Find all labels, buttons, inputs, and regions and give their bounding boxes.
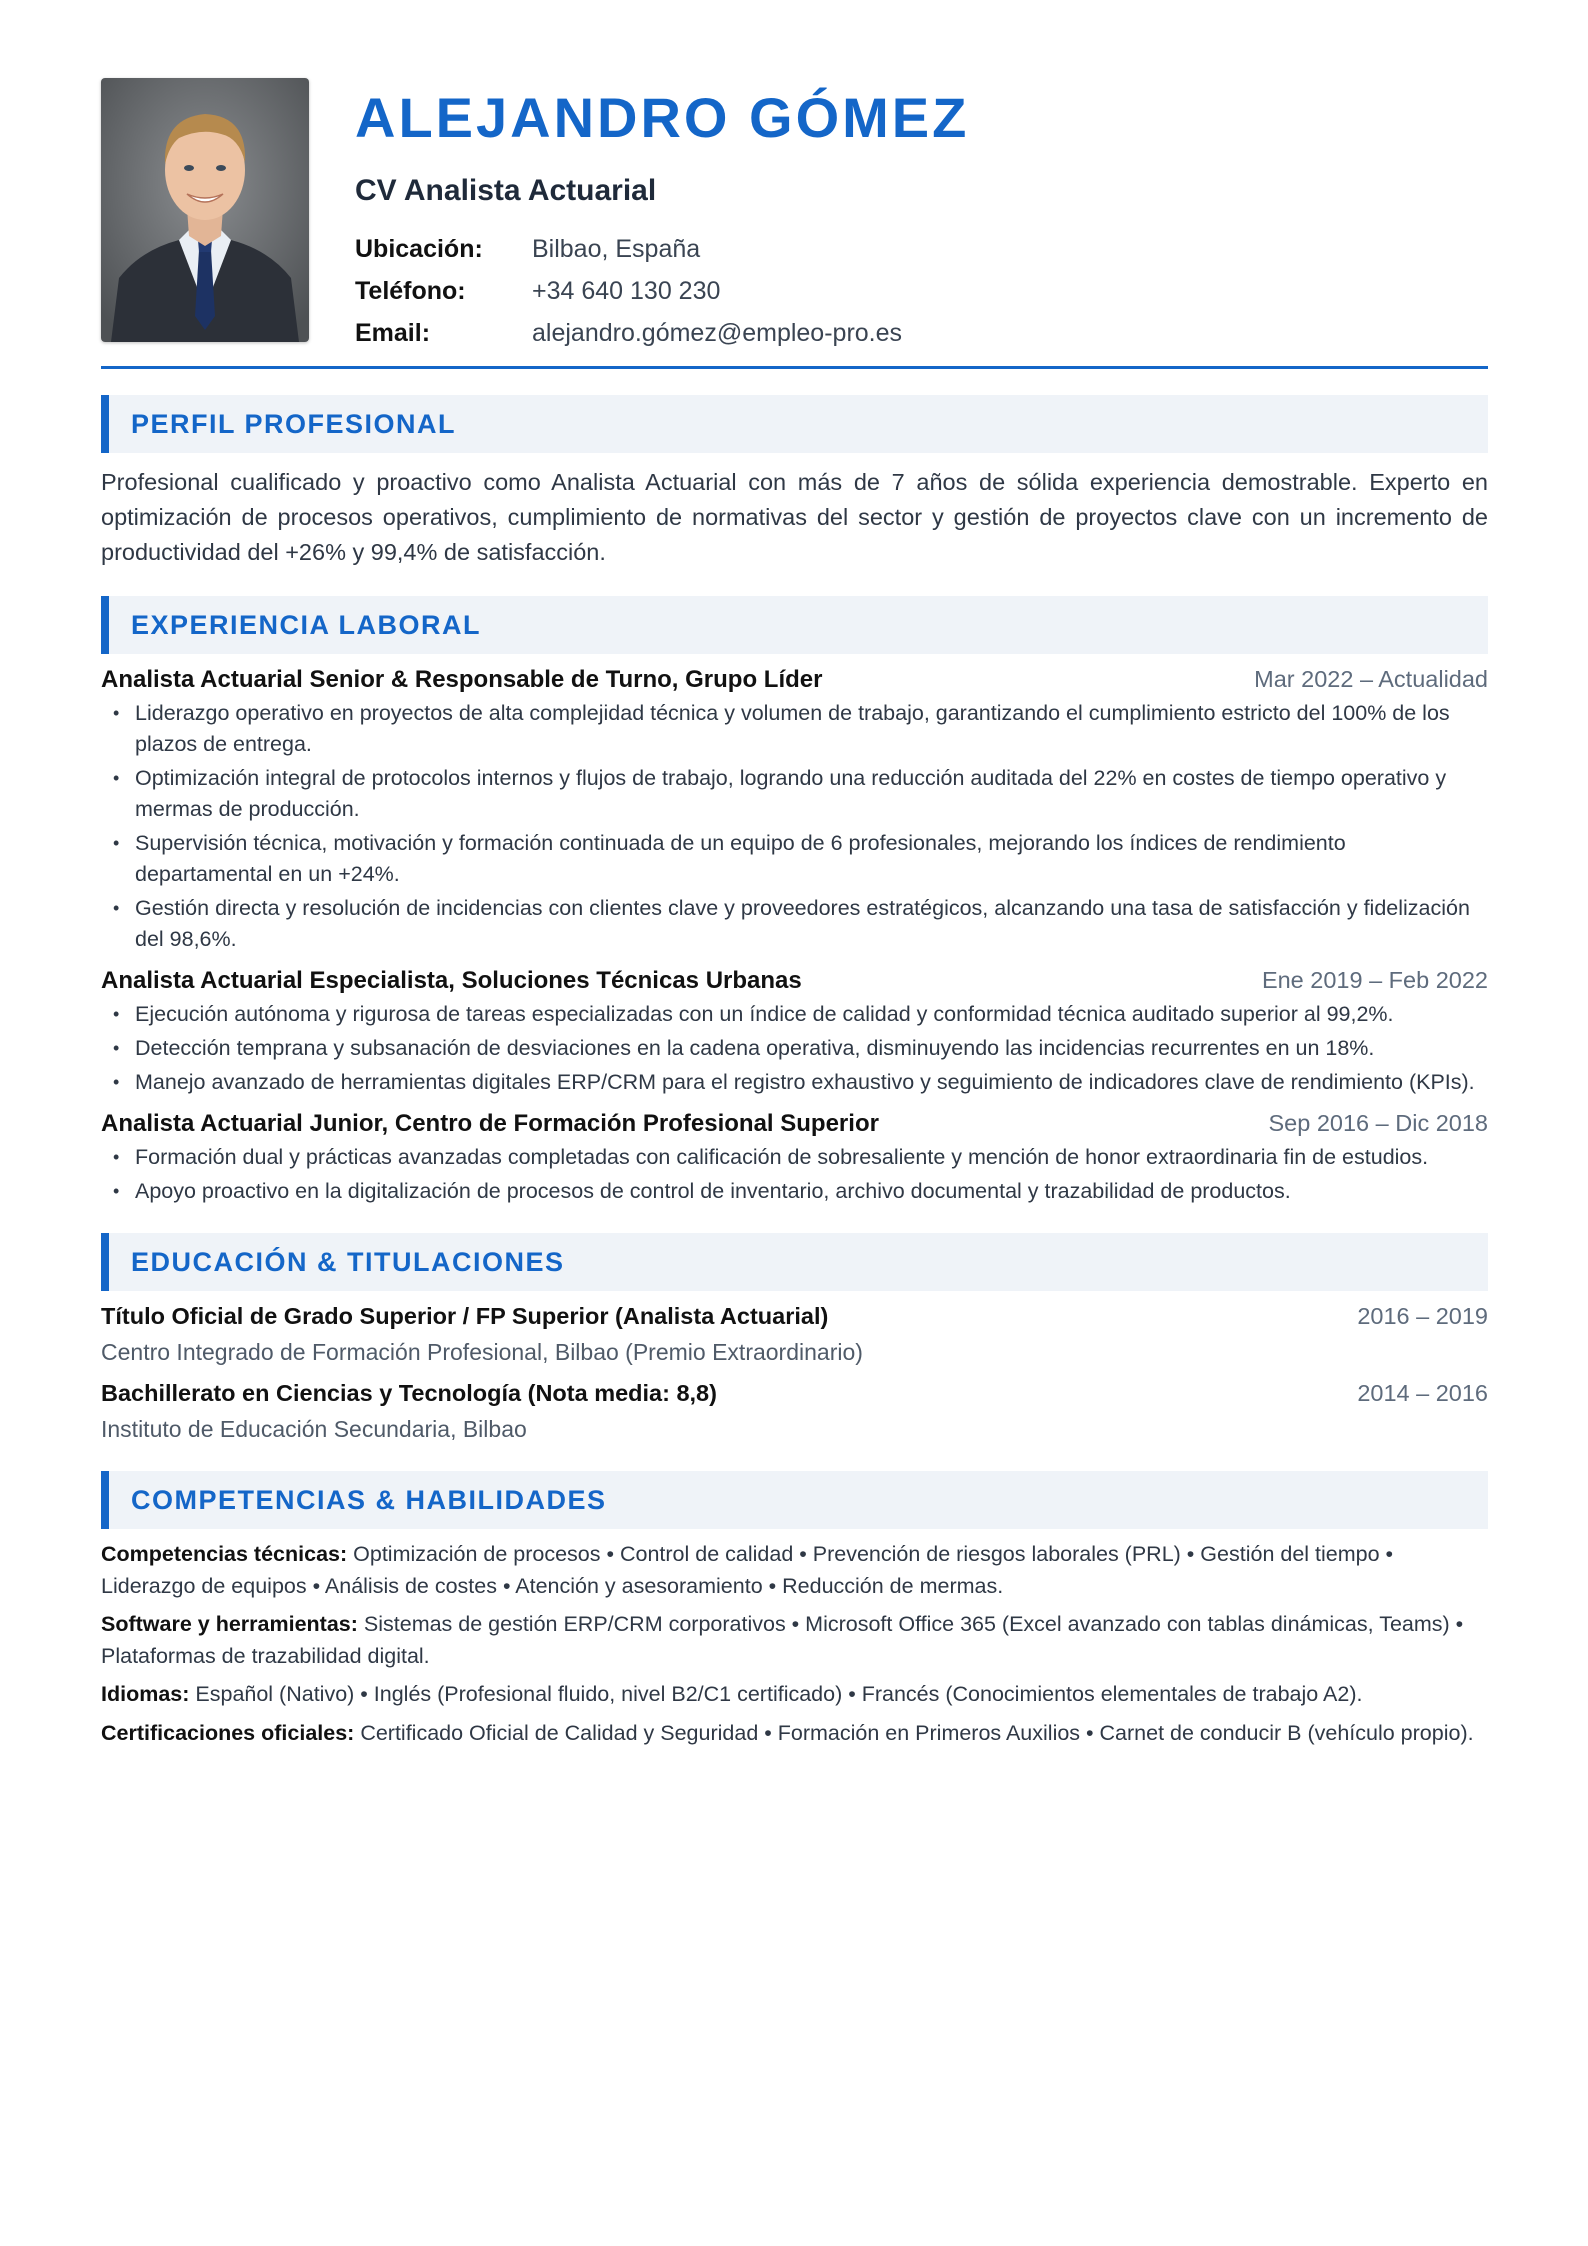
contact-location — [355, 228, 969, 270]
bullet-icon: • — [113, 768, 120, 788]
skill-text: Optimización de procesos • Control de calidad • Prevención de riesgos laborales (PRL) • Gestión del tiempo • Liderazgo de equipos • Análisis de costes • Atención y asesoramiento • Reducción de mermas. — [101, 1542, 1394, 1598]
bullet-text: Formación dual y prácticas avanzadas completadas con calificación de sobresaliente y mención de honor extraordinaria fin de estudios. — [135, 1145, 1429, 1169]
profile-summary: Profesional cualificado y proactivo como Analista Actuarial con más de 7 años de sólida experiencia demostrable. Experto en optimización de procesos operativos, cumplimiento de normativas del sector y gestión de proyectos clave con un incremento de productividad del +26% y 99,4% de satisfacción. — [101, 469, 1488, 565]
contact-label: Teléfono: — [355, 277, 466, 305]
job-bullets — [101, 698, 1488, 955]
skill-label: Idiomas: — [101, 1682, 190, 1706]
list-item — [113, 698, 1488, 760]
education-header — [101, 1303, 1488, 1330]
list-item — [113, 1142, 1488, 1173]
job-header — [101, 1110, 1488, 1138]
section-title: EDUCACIÓN & TITULACIONES — [131, 1246, 565, 1277]
bullet-icon: • — [113, 1038, 120, 1058]
list-item — [113, 828, 1488, 890]
contact-email — [355, 312, 969, 354]
bullet-icon: • — [113, 1181, 120, 1201]
skill-label: Software y herramientas: — [101, 1612, 358, 1636]
education-institution: Centro Integrado de Formación Profesional, Bilbao (Premio Extraordinario) — [101, 1339, 863, 1365]
skill-text: Sistemas de gestión ERP/CRM corporativos • Microsoft Office 365 (Excel avanzado con tablas dinámicas, Teams) • Plataformas de trazabilidad digital. — [101, 1612, 1464, 1668]
location-value: Bilbao, España — [532, 235, 701, 263]
resume-header — [101, 76, 1488, 366]
phone-value: +34 640 130 230 — [532, 277, 721, 305]
bullet-text: Liderazgo operativo en proyectos de alta complejidad técnica y volumen de trabajo, garantizando el cumplimiento estricto del 100% de los plazos de entrega. — [135, 701, 1450, 756]
section-profile-heading — [101, 395, 1488, 453]
header-divider — [101, 366, 1488, 369]
contact-phone — [355, 270, 969, 312]
section-title: COMPETENCIAS & HABILIDADES — [131, 1484, 607, 1515]
list-item — [113, 1067, 1488, 1098]
job-date: Sep 2016 – Dic 2018 — [1268, 1110, 1488, 1136]
list-item — [113, 1176, 1488, 1207]
list-item — [113, 893, 1488, 955]
bullet-text: Supervisión técnica, motivación y formación continuada de un equipo de 6 profesionales, mejorando los índices de rendimiento departamental en un +24%. — [135, 831, 1346, 886]
job-entry — [101, 666, 1488, 955]
skill-text: Español (Nativo) • Inglés (Profesional fluido, nivel B2/C1 certificado) • Francés (Conocimientos elementales de trabajo A2). — [195, 1682, 1363, 1706]
skills-list — [101, 1539, 1488, 1749]
candidate-role: CV Analista Actuarial — [355, 174, 657, 207]
bullet-icon: • — [113, 703, 120, 723]
section-title: EXPERIENCIA LABORAL — [131, 609, 482, 640]
education-institution: Instituto de Educación Secundaria, Bilbao — [101, 1416, 527, 1442]
section-skills-heading — [101, 1471, 1488, 1529]
education-date: 2016 – 2019 — [1357, 1303, 1488, 1329]
bullet-icon: • — [113, 1072, 120, 1092]
bullet-text: Gestión directa y resolución de incidencias con clientes clave y proveedores estratégicos, alcanzando una tasa de satisfacción y fidelización del 98,6%. — [135, 896, 1470, 951]
bullet-icon: • — [113, 1004, 120, 1024]
education-header — [101, 1380, 1488, 1407]
profile-photo — [101, 78, 309, 342]
education-title: Título Oficial de Grado Superior / FP Superior (Analista Actuarial) — [101, 1303, 829, 1329]
list-item — [113, 999, 1488, 1030]
contact-label: Ubicación: — [355, 235, 483, 263]
bullet-text: Optimización integral de protocolos internos y flujos de trabajo, logrando una reducción auditada del 22% en costes de tiempo operativo y mermas de producción. — [135, 766, 1447, 821]
bullet-icon: • — [113, 833, 120, 853]
bullet-text: Manejo avanzado de herramientas digitales ERP/CRM para el registro exhaustivo y seguimiento de indicadores clave de rendimiento (KPIs). — [135, 1070, 1475, 1094]
job-bullets — [101, 1142, 1488, 1207]
bullet-text: Detección temprana y subsanación de desviaciones en la cadena operativa, disminuyendo las incidencias recurrentes en un 18%. — [135, 1036, 1375, 1060]
job-date: Ene 2019 – Feb 2022 — [1261, 967, 1488, 993]
bullet-icon: • — [113, 1147, 120, 1167]
bullet-icon: • — [113, 898, 120, 918]
job-entry — [101, 1110, 1488, 1207]
job-date: Mar 2022 – Actualidad — [1254, 666, 1488, 692]
skill-row — [101, 1718, 1488, 1750]
skill-text: Certificado Oficial de Calidad y Seguridad • Formación en Primeros Auxilios • Carnet de conducir B (vehículo propio). — [360, 1720, 1474, 1745]
job-header — [101, 967, 1488, 995]
job-title: Analista Actuarial Senior & Responsable de Turno, Grupo Líder — [101, 666, 823, 693]
skill-row — [101, 1609, 1488, 1672]
section-experience-heading — [101, 596, 1488, 654]
contact-label: Email: — [355, 319, 431, 347]
job-title: Analista Actuarial Especialista, Soluciones Técnicas Urbanas — [101, 967, 802, 994]
education-entry — [101, 1380, 1488, 1445]
education-date: 2014 – 2016 — [1357, 1380, 1488, 1406]
bullet-text: Apoyo proactivo en la digitalización de procesos de control de inventario, archivo documental y trazabilidad de productos. — [135, 1179, 1291, 1203]
job-entry — [101, 967, 1488, 1098]
contact-list — [355, 228, 969, 354]
email-value: alejandro.gómez@empleo-pro.es — [532, 319, 903, 347]
skill-label: Certificaciones oficiales: — [101, 1720, 355, 1745]
skill-row — [101, 1539, 1488, 1602]
bullet-text: Ejecución autónoma y rigurosa de tareas especializadas con un índice de calidad y conformidad técnica auditado superior al 99,2%. — [135, 1002, 1394, 1026]
header-info — [355, 76, 969, 354]
education-entry — [101, 1303, 1488, 1368]
skill-row — [101, 1679, 1488, 1711]
skill-label: Competencias técnicas: — [101, 1542, 348, 1566]
education-title: Bachillerato en Ciencias y Tecnología (Nota media: 8,8) — [101, 1380, 717, 1406]
list-item — [113, 1033, 1488, 1064]
candidate-name: ALEJANDRO GÓMEZ — [355, 86, 970, 149]
job-bullets — [101, 999, 1488, 1098]
list-item — [113, 763, 1488, 825]
section-education-heading — [101, 1233, 1488, 1291]
job-header — [101, 666, 1488, 694]
section-title: PERFIL PROFESIONAL — [131, 408, 457, 439]
job-title: Analista Actuarial Junior, Centro de Formación Profesional Superior — [101, 1110, 879, 1137]
